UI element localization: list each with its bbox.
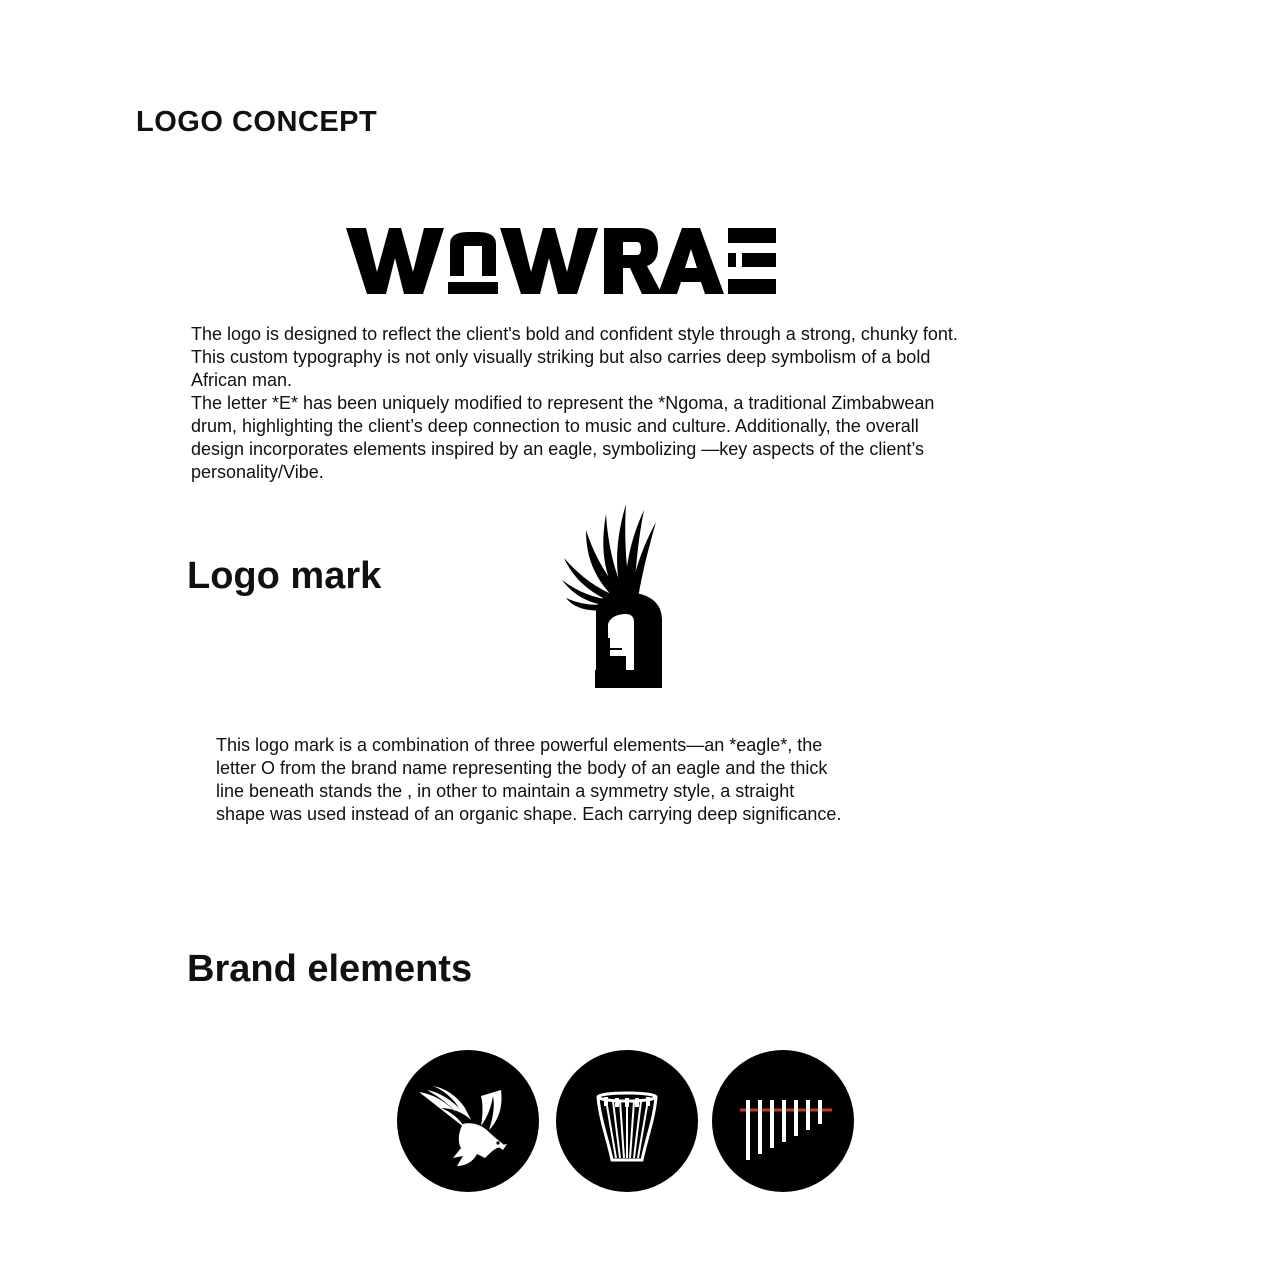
concept-description [191,323,958,484]
text-line: personality/Vibe. [191,462,324,482]
brand-element-eagle [397,1050,539,1192]
brand-elements-title: Brand elements [187,948,473,990]
brand-element-drum [556,1050,698,1192]
eagle-icon [397,1050,539,1192]
drum-icon [556,1050,698,1192]
wowrae-wordmark-logo [344,224,780,298]
text-line: shape was used instead of an organic shape. Each carrying deep significance. [216,804,842,824]
text-line: letter O from the brand name representing the body of an eagle and the thick [216,758,828,778]
text-line: This custom typography is not only visually striking but also carries deep symbolism of a bold [191,347,931,367]
page-title: LOGO CONCEPT [136,106,378,138]
text-line: The logo is designed to reflect the client's bold and confident style through a strong, chunky font. [191,324,958,344]
text-line: line beneath stands the , in other to maintain a symmetry style, a straight [216,781,795,801]
logo-mark-emblem [556,500,676,692]
logo-mark-description [216,734,841,826]
logo-mark-title: Logo mark [187,555,382,597]
brand-element-mbira [712,1050,854,1192]
text-line: drum, highlighting the client’s deep connection to music and culture. Additionally, the overall [191,416,919,436]
mbira-icon [712,1050,854,1192]
text-line: This logo mark is a combination of three powerful elements—an *eagle*, the [216,735,823,755]
text-line: The letter *E* has been uniquely modified to represent the *Ngoma, a traditional Zimbabwean [191,393,935,413]
text-line: African man. [191,370,293,390]
text-line: design incorporates elements inspired by an eagle, symbolizing —key aspects of the client’s [191,439,925,459]
